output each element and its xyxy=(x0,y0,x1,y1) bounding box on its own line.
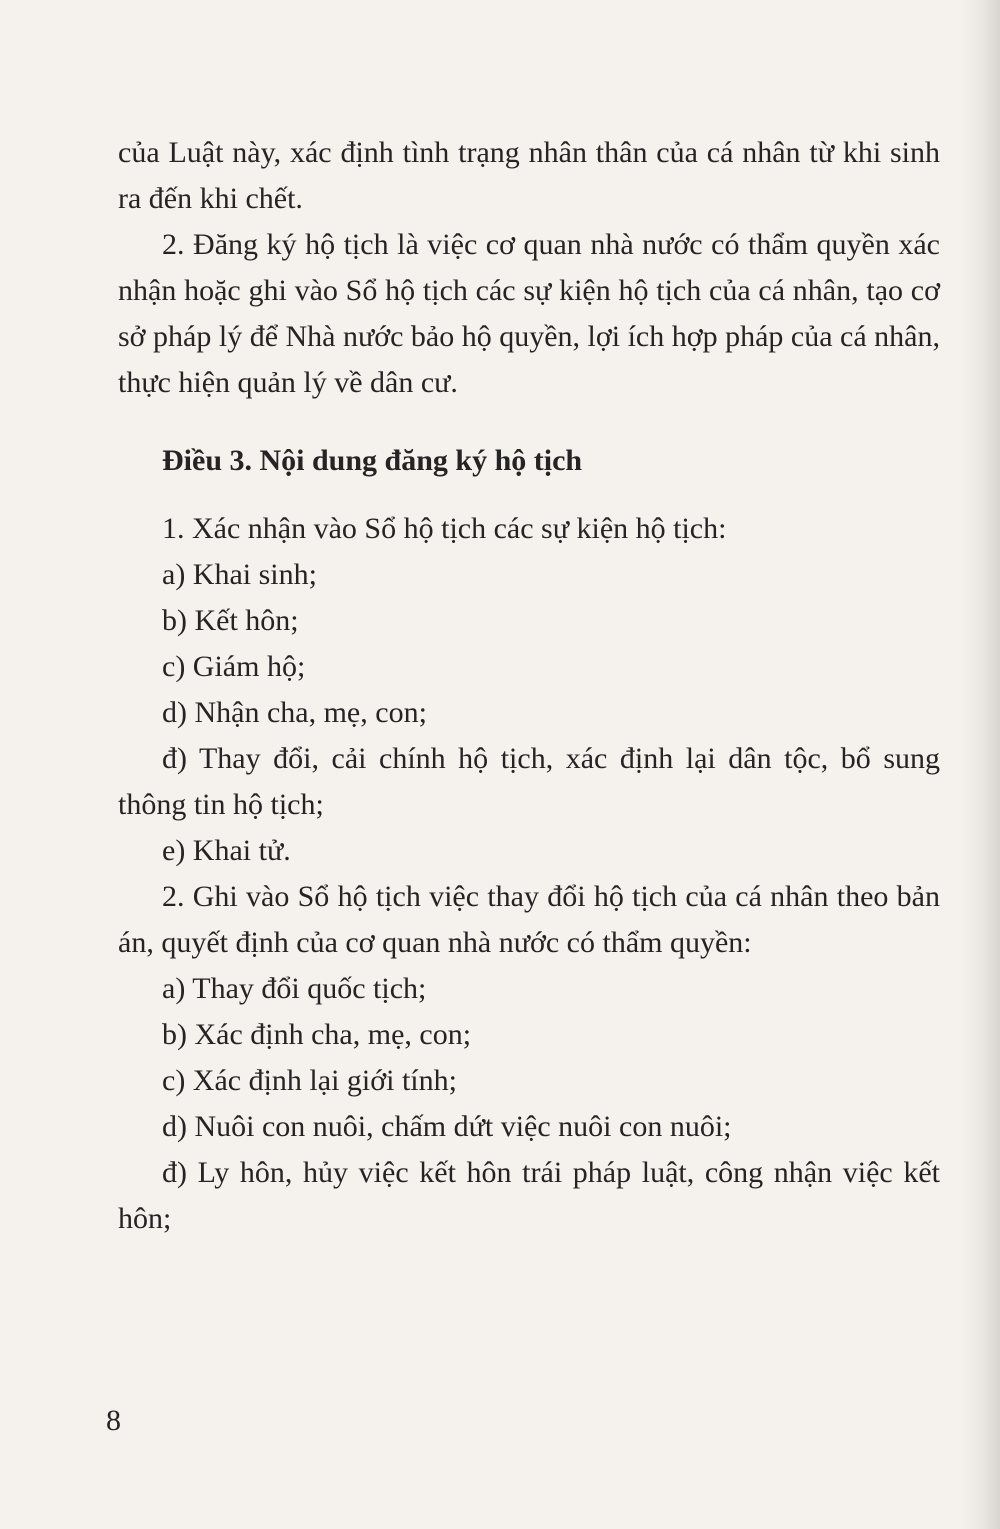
page-body xyxy=(118,130,940,1242)
list-item: a) Khai sinh; xyxy=(162,558,317,591)
page-number: 8 xyxy=(106,1404,121,1437)
list-item: c) Xác định lại giới tính; xyxy=(162,1064,457,1097)
intro-paragraph: của Luật này, xác định tình trạng nhân thân của cá nhân từ khi sinh ra đến khi chết. xyxy=(118,136,940,215)
list-item: d) Nuôi con nuôi, chấm dứt việc nuôi con nuôi; xyxy=(162,1110,732,1143)
list-item: d) Nhận cha, mẹ, con; xyxy=(162,696,427,729)
list-item: a) Thay đổi quốc tịch; xyxy=(162,972,427,1005)
list-item: đ) Thay đổi, cải chính hộ tịch, xác định lại dân tộc, bổ sung thông tin hộ tịch; xyxy=(118,742,940,821)
article-3-heading: Điều 3. Nội dung đăng ký hộ tịch xyxy=(162,444,583,477)
section-1-title: 1. Xác nhận vào Sổ hộ tịch các sự kiện hộ tịch: xyxy=(162,512,727,545)
page-edge-shadow xyxy=(960,0,1000,1529)
list-item: b) Kết hôn; xyxy=(162,604,299,637)
section-2-title: 2. Ghi vào Sổ hộ tịch việc thay đổi hộ tịch của cá nhân theo bản án, quyết định của cơ quan nhà nước có thẩm quyền: xyxy=(118,880,940,959)
list-item: đ) Ly hôn, hủy việc kết hôn trái pháp luật, công nhận việc kết hôn; xyxy=(118,1156,940,1235)
list-item: b) Xác định cha, mẹ, con; xyxy=(162,1018,472,1051)
list-item: c) Giám hộ; xyxy=(162,650,306,683)
definition-paragraph: 2. Đăng ký hộ tịch là việc cơ quan nhà nước có thẩm quyền xác nhận hoặc ghi vào Sổ hộ tịch các sự kiện hộ tịch của cá nhân, tạo cơ sở pháp lý để Nhà nước bảo hộ quyền, lợi ích hợp pháp của cá nhân, thực hiện quản lý về dân cư. xyxy=(118,228,940,399)
list-item: e) Khai tử. xyxy=(162,834,291,867)
